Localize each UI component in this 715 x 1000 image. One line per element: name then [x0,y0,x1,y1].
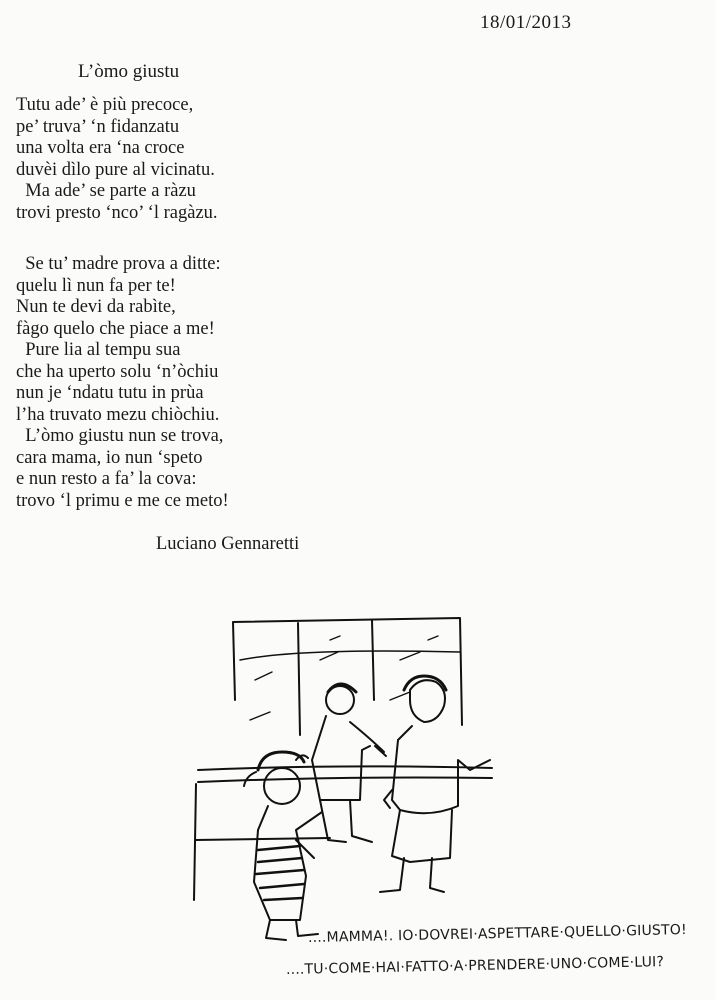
poem-line: l’ha truvato mezu chiòchiu. [16,404,220,425]
poem-line: Nun te devi da rabìte, [16,297,176,317]
poem-line: pe’ truva’ ‘n fidanzatu [16,116,180,137]
poem-line: che ha uperto solu ‘n’òchiu [16,361,219,382]
poem-line: Ma ade’ se parte a ràzu [16,181,196,201]
poem-line: fàgo quelo che piace a me! [16,318,215,339]
cartoon-caption-line-1: ....MAMMA!. IO·DOVREI·ASPETTARE·QUELLO·GIUSTO! [307,922,687,946]
counter-drawing [194,766,492,900]
poem-line: una volta era ‘na croce [16,138,185,158]
poem-line: quelu lì nun fa per te! [16,275,176,296]
poem-line: duvèi dìlo pure al vicinatu. [16,159,215,180]
document-date: 18/01/2013 [480,12,572,33]
cartoon-caption-line-2: ....TU·COME·HAI·FATTO·A·PRENDERE·UNO·COME·LUI? [285,954,665,978]
poem-stanza-2 [16,254,229,512]
poem-line: e nun resto a fa’ la cova: [16,469,197,489]
poem-line: Se tu’ madre prova a ditte: [16,254,221,274]
poem-line: trovi presto ‘nco’ ‘l ragàzu. [16,202,218,223]
poem-stanza-1 [16,95,218,224]
poem-line: cara mama, io nun ‘speto [16,447,203,468]
poem-line: L’òmo giustu nun se trova, [16,426,224,446]
poem-author: Luciano Gennaretti [156,534,300,554]
poem-line: Tutu ade’ è più precoce, [16,95,194,115]
poem-line: nun je ‘ndatu tutu in prùa [16,383,204,403]
mother-figure [380,676,490,892]
poem-line: Pure lia al tempu sua [16,340,181,360]
man-figure [312,684,386,842]
poem-line: trovo ‘l primu e me ce meto! [16,490,229,511]
poem-title: L’òmo giustu [78,61,180,82]
